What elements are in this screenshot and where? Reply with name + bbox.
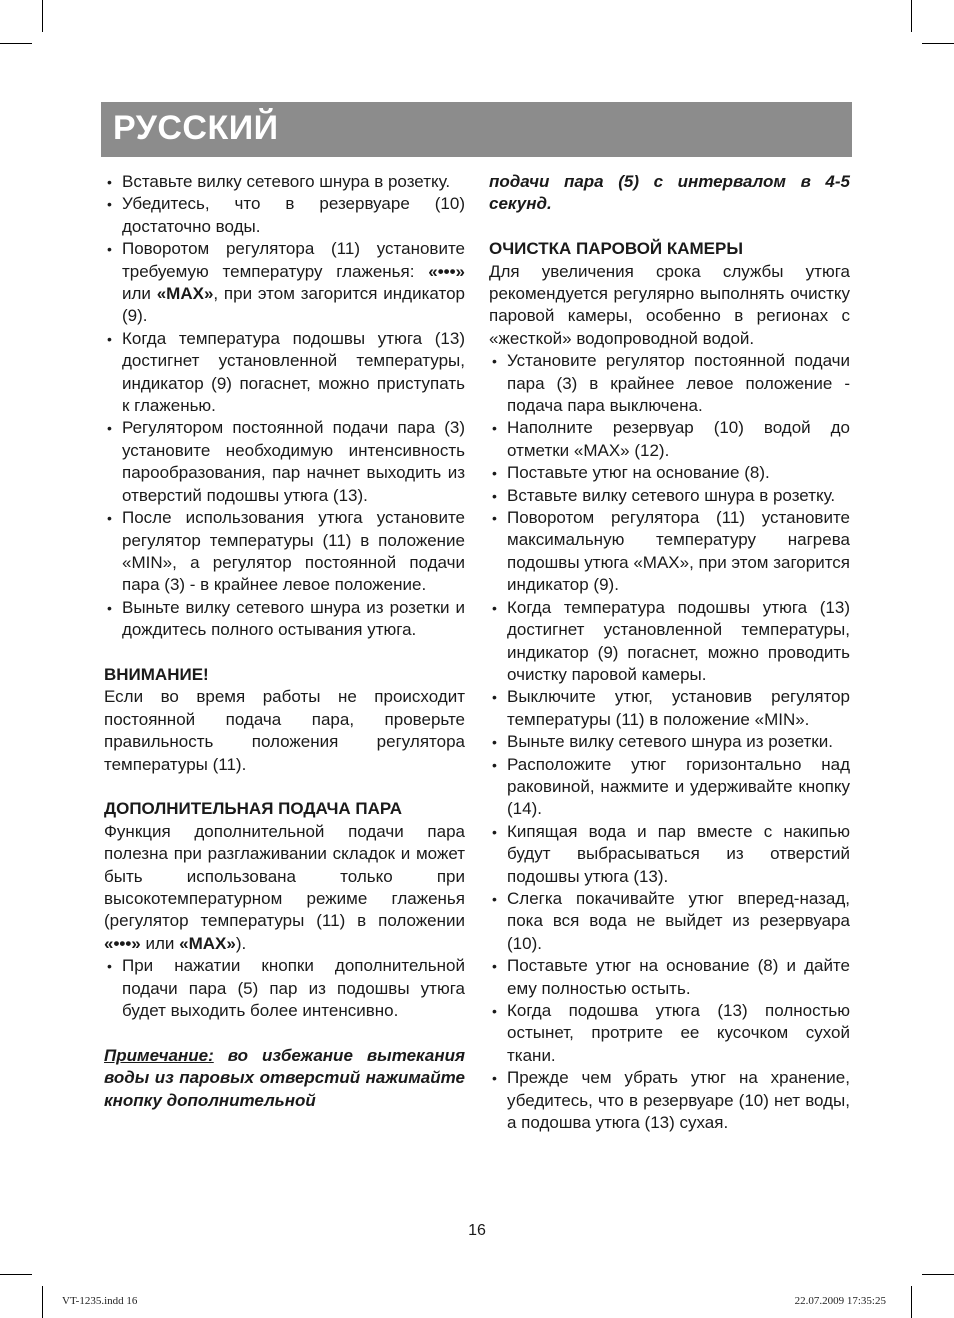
- crop-mark: [42, 1286, 43, 1318]
- page-number: 16: [468, 1222, 486, 1239]
- crop-mark: [0, 43, 32, 44]
- list-item: • Поставьте утюг на основание (8).: [489, 462, 850, 484]
- crop-mark: [911, 0, 912, 32]
- list-item: • Вставьте вилку сетевого шнура в розетку.: [489, 485, 850, 507]
- list-item: • Регулятором постоянной подачи пара (3) установите необходимую интенсивность парообразования, пар начнет выходить из отверстий подошвы утюга (13).: [104, 417, 465, 507]
- list-item: • Поставьте утюг на основание (8) и дайте ему полностью остыть.: [489, 955, 850, 1000]
- cleaning-text: Для увеличения срока службы утюга рекомендуется регулярно выполнять очистку паровой камеры, особенно в регионах с «жесткой» водопроводной водой.: [489, 261, 850, 348]
- list-item: • Убедитесь, что в резервуаре (10) достаточно воды.: [104, 193, 465, 238]
- list-item: • Установите регулятор постоянной подачи пара (3) в крайнее левое положение - подача пара выключена.: [489, 350, 850, 417]
- crop-mark: [42, 0, 43, 32]
- list-item: • Когда температура подошвы утюга (13) достигнет установленной температуры, индикатор (9) погаснет, можно приступать к глаженью.: [104, 328, 465, 418]
- list-item: • Выключите утюг, установив регулятор температуры (11) в положение «MIN».: [489, 686, 850, 731]
- list-item: • Когда подошва утюга (13) полностью остынет, протрите ее кусочком сухой ткани.: [489, 1000, 850, 1067]
- list-item: • Кипящая вода и пар вместе с накипью будут выбрасываться из отверстий подошвы утюга (13).: [489, 821, 850, 888]
- list-item: • Когда температура подошвы утюга (13) достигнет установленной температуры, индикатор (9) погаснет, можно проводить очистку паровой камеры.: [489, 597, 850, 687]
- banner-title: РУССКИЙ: [113, 109, 279, 147]
- extra-steam-text: Функция дополнительной подачи пара полезна при разглаживании складок и может быть использована только при высокотемпературном режиме глаженья (регулятор температуры (11) в положении «•••» или «MAX»).: [104, 821, 465, 953]
- language-banner: [101, 102, 852, 157]
- footer-file-info: VT-1235.indd 16: [62, 1295, 138, 1307]
- list-item: • Прежде чем убрать утюг на хранение, убедитесь, что в резервуаре (10) нет воды, а подошва утюга (13) сухая.: [489, 1067, 850, 1134]
- list-item: • Поворотом регулятора (11) установите максимальную температуру нагрева подошвы утюга «MAX», при этом загорится индикатор (9).: [489, 507, 850, 597]
- list-item: • Поворотом регулятора (11) установите требуемую температуру глаженья: «•••» или «MAX», при этом загорится индикатор (9).: [104, 238, 465, 328]
- right-column: [489, 171, 850, 1134]
- list-item: • Наполните резервуар (10) водой до отметки «MAX» (12).: [489, 417, 850, 462]
- list-item: • Вставьте вилку сетевого шнура в розетку.: [104, 171, 465, 193]
- footer-timestamp: 22.07.2009 17:35:25: [794, 1295, 886, 1307]
- cleaning-list: [489, 350, 850, 1134]
- warning-heading: ВНИМАНИЕ!: [104, 664, 209, 684]
- list-item: • Расположите утюг горизонтально над раковиной, нажмите и удерживайте кнопку (14).: [489, 754, 850, 821]
- extra-steam-heading: ДОПОЛНИТЕЛЬНАЯ ПОДАЧА ПАРА: [104, 799, 403, 819]
- list-item: • После использования утюга установите регулятор температуры (11) в положение «MIN», а регулятор постоянной подачи пара (3) - в крайнее левое положение.: [104, 507, 465, 597]
- extra-steam-list: [104, 955, 465, 1022]
- note-label: Примечание:: [104, 1045, 214, 1065]
- note-continuation: подачи пара (5) с интервалом в 4-5 секунд.: [489, 172, 850, 214]
- list-item: • При нажатии кнопки дополнительной подачи пара (5) пар из подошвы утюга будет выходить более интенсивно.: [104, 955, 465, 1022]
- list-item: • Выньте вилку сетевого шнура из розетки.: [489, 731, 850, 753]
- left-column: [104, 171, 465, 1112]
- crop-mark: [0, 1274, 32, 1275]
- warning-text: Если во время работы не происходит постоянной подача пара, проверьте правильность положения регулятора температуры (11).: [104, 687, 465, 774]
- cleaning-heading: ОЧИСТКА ПАРОВОЙ КАМЕРЫ: [489, 239, 743, 259]
- list-item: • Слегка покачивайте утюг вперед-назад, пока вся вода не выйдет из резервуара (10).: [489, 888, 850, 955]
- list-item: • Выньте вилку сетевого шнура из розетки и дождитесь полного остывания утюга.: [104, 597, 465, 642]
- crop-mark: [911, 1286, 912, 1318]
- crop-mark: [922, 1274, 954, 1275]
- crop-mark: [922, 43, 954, 44]
- usage-list: [104, 171, 465, 642]
- note: Примечание: во избежание вытекания воды из паровых отверстий нажимайте кнопку дополнительной: [104, 1045, 465, 1110]
